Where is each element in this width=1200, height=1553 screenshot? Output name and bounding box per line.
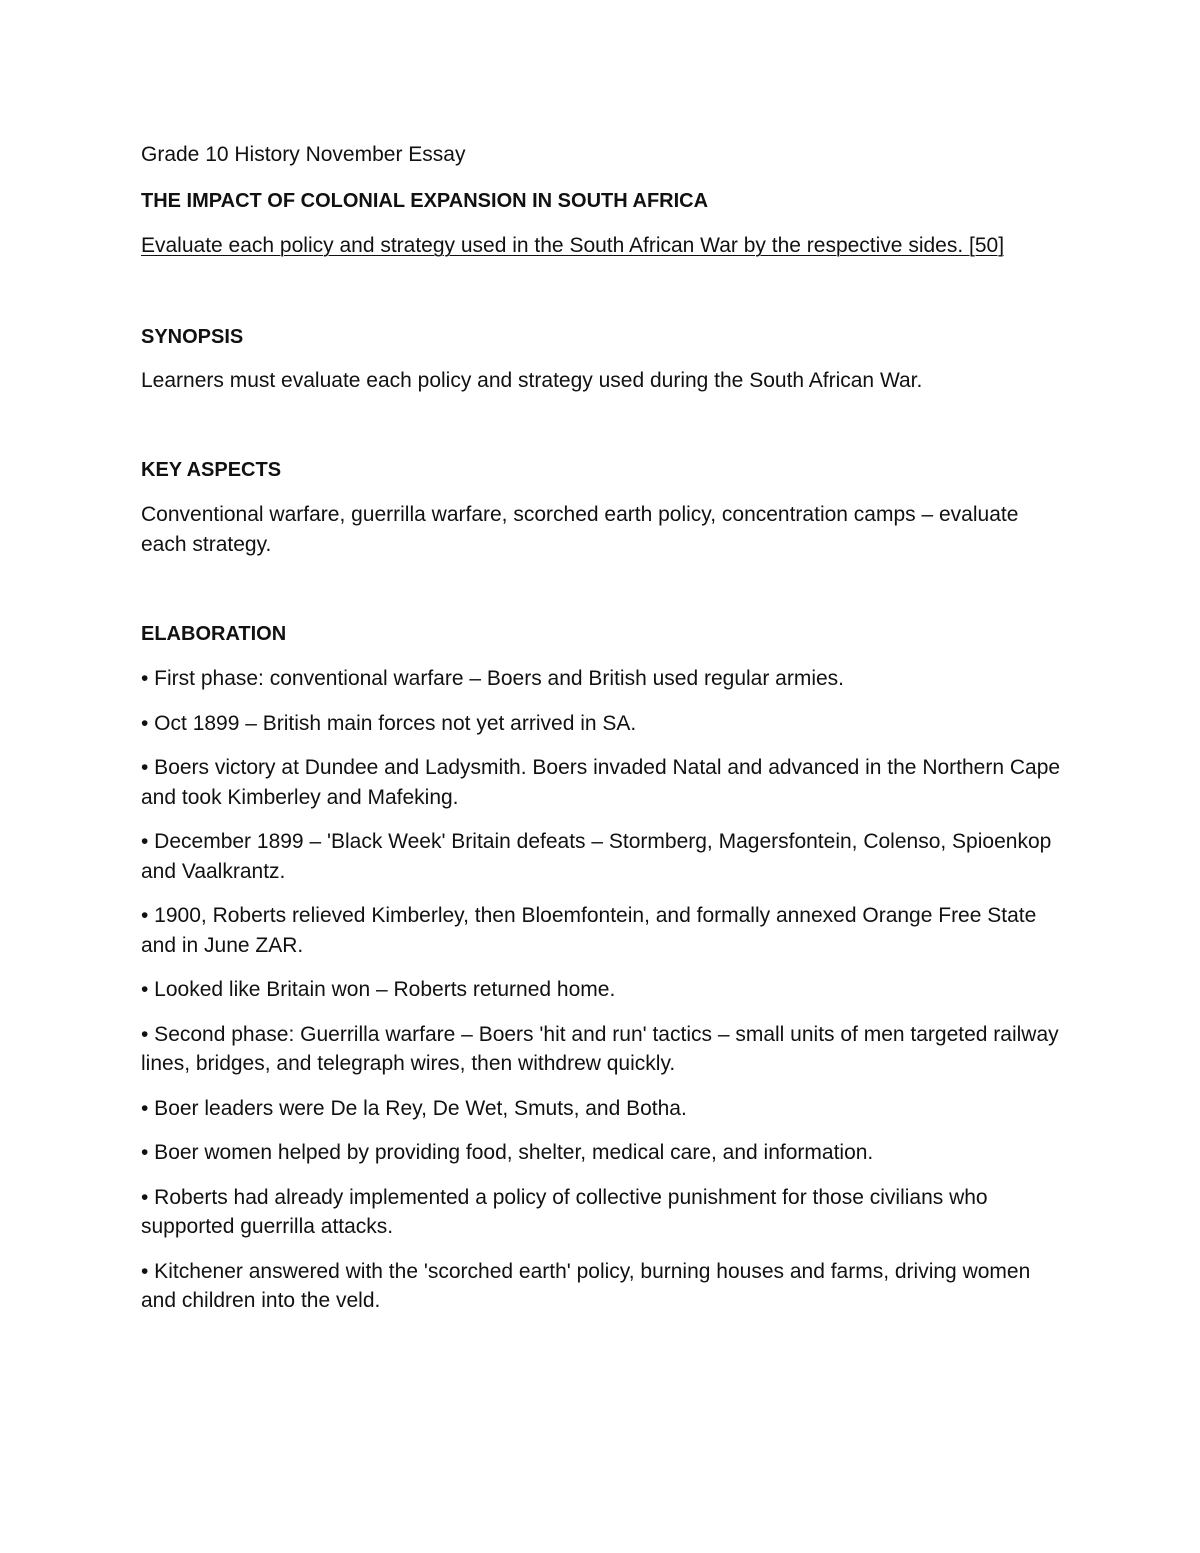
- list-item: • 1900, Roberts relieved Kimberley, then Bloemfontein, and formally annexed Orange Free State and in June ZAR.: [141, 904, 1037, 957]
- key-aspects-heading: KEY ASPECTS: [141, 459, 282, 481]
- document-subtitle: Grade 10 History November Essay: [141, 143, 466, 166]
- synopsis-heading: SYNOPSIS: [141, 326, 244, 348]
- list-item: • First phase: conventional warfare – Boers and British used regular armies.: [141, 667, 845, 690]
- list-item: • Boer women helped by providing food, shelter, medical care, and information.: [141, 1141, 874, 1164]
- synopsis-text: Learners must evaluate each policy and strategy used during the South African War.: [141, 369, 923, 392]
- list-item: • Boer leaders were De la Rey, De Wet, Smuts, and Botha.: [141, 1096, 687, 1120]
- list-item: • December 1899 – 'Black Week' Britain defeats – Stormberg, Magersfontein, Colenso, Spioenkop and Vaalkrantz.: [141, 830, 1052, 883]
- essay-question: Evaluate each policy and strategy used in the South African War by the respective sides. [50]: [141, 234, 1005, 257]
- document-title: THE IMPACT OF COLONIAL EXPANSION IN SOUTH AFRICA: [141, 190, 709, 212]
- list-item: • Roberts had already implemented a policy of collective punishment for those civilians who supported guerrilla attacks.: [141, 1185, 988, 1238]
- elaboration-heading: ELABORATION: [141, 623, 287, 645]
- list-item: • Boers victory at Dundee and Ladysmith. Boers invaded Natal and advanced in the Northern Cape and took Kimberley and Mafeking.: [141, 756, 1061, 809]
- list-item: • Looked like Britain won – Roberts returned home.: [141, 978, 616, 1001]
- list-item: • Second phase: Guerrilla warfare – Boers 'hit and run' tactics – small units of men targeted railway lines, bridges, and telegraph wires, then withdrew quickly.: [141, 1022, 1059, 1075]
- list-item: • Oct 1899 – British main forces not yet arrived in SA.: [141, 711, 637, 735]
- list-item: • Kitchener answered with the 'scorched earth' policy, burning houses and farms, driving women and children into the veld.: [141, 1259, 1031, 1312]
- document-page: [141, 140, 1061, 1331]
- key-aspects-text: Conventional warfare, guerrilla warfare, scorched earth policy, concentration camps – evaluate each strategy.: [141, 503, 1019, 556]
- elaboration-list: [141, 664, 1061, 1316]
